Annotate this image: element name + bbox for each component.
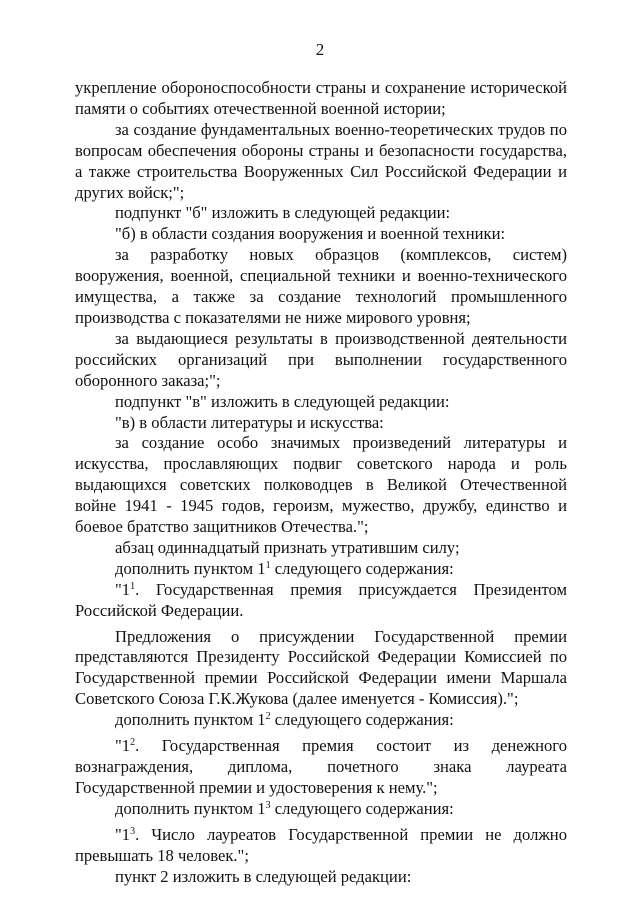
paragraph-subitem-b-title: "б) в области создания вооружения и военной техники: (115, 224, 506, 244)
paragraph-defense-order: за выдающиеся результаты в производственной деятельности российских организаций при выполнении государственного оборонного заказа;"; (75, 328, 567, 390)
paragraph-literature-art: за создание особо значимых произведений литературы и искусства, прославляющих подвиг советского народа и роль выдающихся советских полководцев в Великой Отечественной войне 1941 - 1945 годов, героизм, мужество, дружбу, единство и боевое братство защитников Отечества."; (75, 433, 567, 537)
paragraph-theoretical-works: за создание фундаментальных военно-теоретических трудов по вопросам обеспечения обороны страны и безопасности государства, а также строительства Вооруженных Сил Российской Федерации и других войск;"; (75, 119, 567, 202)
paragraph-subitem-v-intro: подпункт "в" изложить в следующей редакции: (115, 391, 450, 411)
paragraph-item-1-1-text: "$1^1$. Государственная премия присуждается Президентом Российской Федерации. (75, 579, 567, 620)
paragraph-add-item-1-3: дополнить пунктом $1^3$ следующего содержания: (115, 798, 454, 818)
superscript: 2 (265, 711, 271, 723)
paragraph-new-weapons: за разработку новых образцов (комплексов, систем) вооружения, военной, специальной техники и военно-технического имущества, а также за создание технологий промышленного производства с показателями не ниже мирового уровня; (75, 245, 567, 327)
paragraph-item-1-3-text: "$1^3$. Число лауреатов Государственной премии не должно превышать 18 человек."; (75, 824, 567, 865)
superscript: 1 (265, 559, 271, 571)
paragraph-add-item-1-1: дополнить пунктом $1^1$ следующего содержания: (115, 558, 454, 578)
paragraph-add-item-1-2: дополнить пунктом $1^2$ следующего содержания: (115, 710, 454, 730)
paragraph-subitem-v-title: "в) в области литературы и искусства: (115, 412, 384, 432)
paragraph-item-2-intro: пункт 2 изложить в следующей редакции: (115, 866, 412, 886)
paragraph-continuation: укрепление обороноспособности страны и сохранение исторической памяти о событиях отечественной военной истории; (75, 78, 567, 118)
paragraph-proposals: Предложения о присуждении Государственной премии представляются Президенту Российской Федерации Комиссией по Государственной премии Российской Федерации имени Маршала Советского Союза Г.К.Жукова (далее именуется - Комиссия)."; (75, 626, 567, 709)
document-body (75, 78, 567, 887)
superscript: 3 (265, 799, 271, 811)
paragraph-eleventh-removed: абзац одиннадцатый признать утратившим силу; (115, 537, 460, 557)
superscript: 2 (130, 737, 136, 749)
superscript: 3 (130, 825, 136, 837)
page-number: 2 (315, 40, 325, 59)
paragraph-item-1-2-text: "$1^2$. Государственная премия состоит из денежного вознаграждения, диплома, почетного знака лауреата Государственной премии и удостоверения к нему."; (75, 736, 567, 797)
superscript: 1 (130, 580, 136, 592)
paragraph-subitem-b-intro: подпункт "б" изложить в следующей редакции: (115, 203, 451, 223)
